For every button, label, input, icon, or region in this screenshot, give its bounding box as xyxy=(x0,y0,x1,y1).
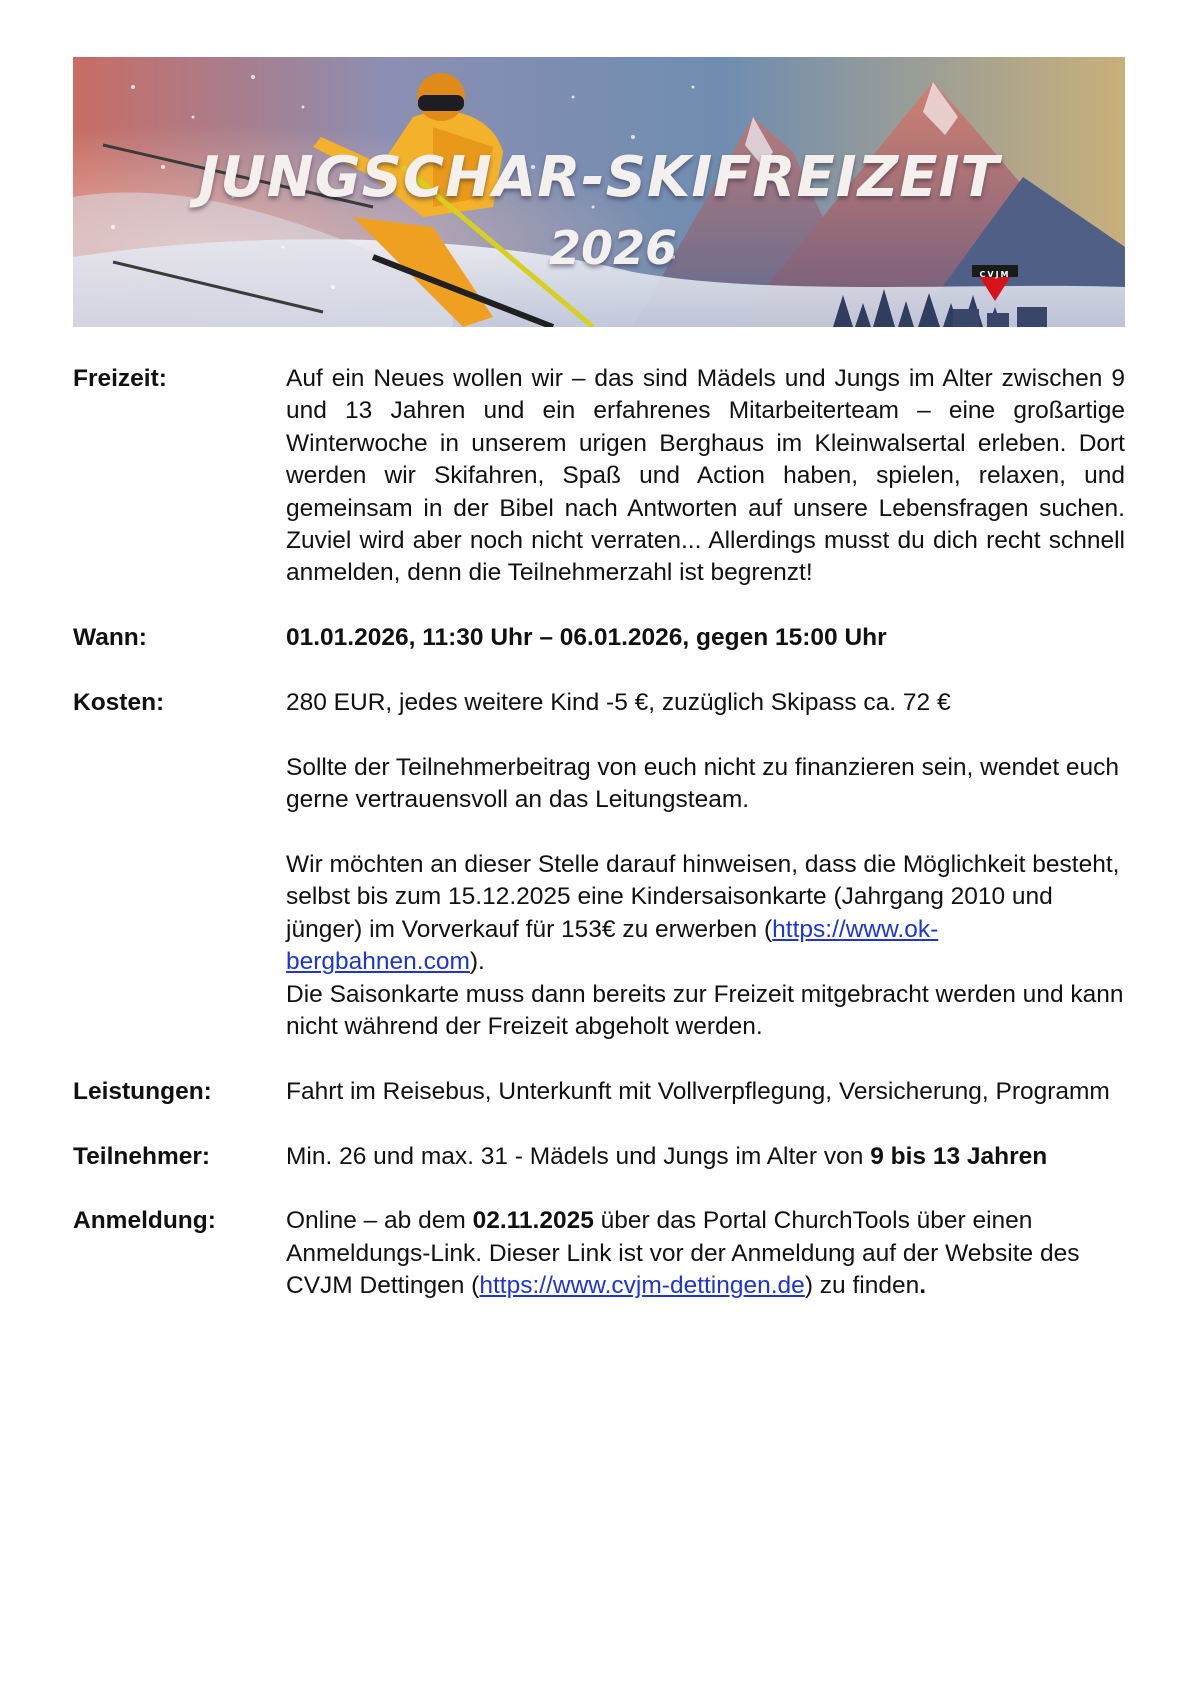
leistungen-label: Leistungen: xyxy=(73,1077,212,1105)
cvjm-logo: CVJM xyxy=(979,270,1011,279)
document-body xyxy=(73,363,1125,1335)
anmeldung-text-1: Online – ab dem xyxy=(286,1207,473,1235)
teilnehmer-text-1: Min. 26 und max. 31 - Mädels und Jungs im Alter von xyxy=(286,1142,871,1170)
banner-year: 2026 xyxy=(548,221,678,275)
ok-bergbahnen-link[interactable]: https://www.ok-bergbahnen.com xyxy=(286,915,939,976)
teilnehmer-label: Teilnehmer: xyxy=(73,1142,211,1170)
kosten-season-paragraph xyxy=(286,849,1125,1043)
section-kosten xyxy=(73,687,1125,1043)
wann-label: Wann: xyxy=(73,624,147,652)
section-teilnehmer xyxy=(73,1141,1125,1173)
anmeldung-end: . xyxy=(919,1272,927,1300)
leistungen-text: Fahrt im Reisebus, Unterkunft mit Vollverpflegung, Versicherung, Programm xyxy=(286,1077,1110,1105)
kosten-support-text: Sollte der Teilnehmerbeitrag von euch nicht zu finanzieren sein, wendet euch gerne vertrauensvoll an das Leitungsteam. xyxy=(286,753,1120,814)
teilnehmer-age: 9 bis 13 Jahren xyxy=(870,1142,1048,1170)
anmeldung-date: 02.11.2025 xyxy=(472,1207,594,1235)
anmeldung-label: Anmeldung: xyxy=(73,1207,216,1235)
season-text-1: Wir möchten an dieser Stelle darauf hinweisen, dass die Möglichkeit besteht, selbst bis zum 15.12.2025 eine Kindersaisonkarte (Jahrgang 2010 und jünger) im Vorverkauf für 153€ zu erwerben ( xyxy=(286,851,1120,943)
teilnehmer-text xyxy=(286,1141,1125,1173)
kosten-label: Kosten: xyxy=(73,689,165,717)
anmeldung-text-3: ) zu finden xyxy=(804,1272,920,1300)
banner-image xyxy=(73,57,1125,327)
freizeit-text: Auf ein Neues wollen wir – das sind Mädels und Jungs im Alter zwischen 9 und 13 Jahren und ein erfahrenes Mitarbeiterteam – eine großartige Winterwoche in unserem urigen Berghaus im Kleinwalsertal erleben. Dort werden wir Skifahren, Spaß und Action haben, spielen, relaxen, und gemeinsam in der Bibel nach Antworten auf unsere Lebensfragen suchen. Zuviel wird aber noch nicht verraten... Allerdings musst du dich recht schnell anmelden, denn die Teilnehmerzahl ist begrenzt! xyxy=(286,365,1125,587)
freizeit-label: Freizeit: xyxy=(73,365,167,392)
wann-text: 01.01.2026, 11:30 Uhr – 06.01.2026, gegen 15:00 Uhr xyxy=(286,624,887,652)
kosten-details xyxy=(286,687,1125,1043)
anmeldung-text-2: über das Portal ChurchTools über einen Anmeldungs-Link. Dieser Link ist vor der Anmeldung auf der Website des CVJM Dettingen ( xyxy=(286,1207,1080,1300)
section-freizeit xyxy=(73,363,1125,590)
season-text-2: ). xyxy=(469,948,485,976)
banner-title: JUNGSCHAR-SKIFREIZEIT xyxy=(198,145,1000,210)
anmeldung-text xyxy=(286,1205,1125,1302)
section-leistungen xyxy=(73,1076,1125,1108)
cvjm-dettingen-link[interactable]: https://www.cvjm-dettingen.de xyxy=(479,1272,805,1300)
section-anmeldung xyxy=(73,1205,1125,1302)
kosten-price-line: 280 EUR, jedes weitere Kind -5 €, zuzüglich Skipass ca. 72 € xyxy=(286,689,951,717)
season-note: Die Saisonkarte muss dann bereits zur Freizeit mitgebracht werden und kann nicht während der Freizeit abgeholt werden. xyxy=(286,980,1124,1041)
section-wann xyxy=(73,622,1125,654)
